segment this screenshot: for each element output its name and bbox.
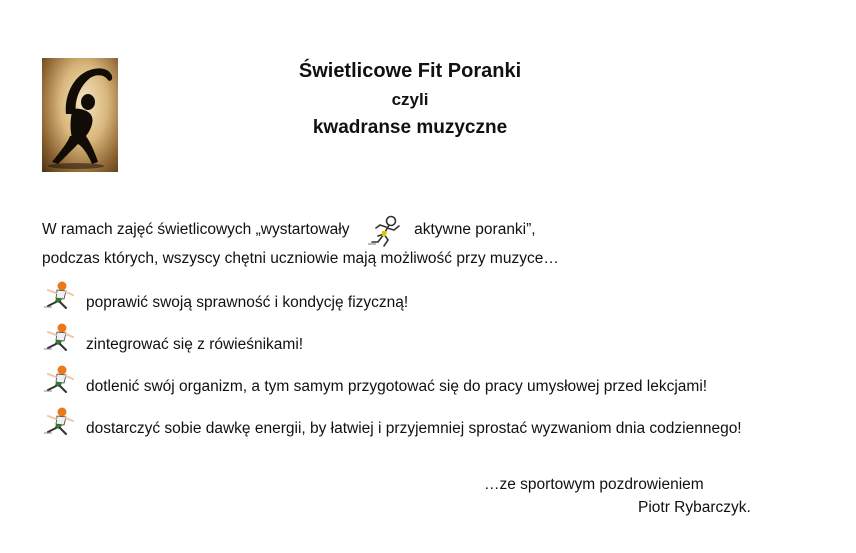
list-item <box>42 410 852 452</box>
page-subtitle: kwadranse muzyczne <box>312 117 508 138</box>
intro-text-start: W ramach zajęć świetlicowych „wystartowały <box>42 221 350 238</box>
runner-icon <box>364 214 406 248</box>
intro-text-end: aktywne poranki”, <box>414 221 536 238</box>
page-heading <box>230 58 590 142</box>
woman-stretching-silhouette-icon <box>42 58 118 172</box>
list-item-text: zintegrować się z rówieśnikami! <box>86 336 304 353</box>
running-child-icon <box>42 364 76 394</box>
intro-line-1 <box>42 214 842 248</box>
list-item <box>42 326 852 368</box>
intro-paragraph <box>42 214 842 270</box>
closing-greeting: …ze sportowym pozdrowieniem <box>484 476 704 493</box>
list-item-text: dostarczyć sobie dawkę energii, by łatwiej i przyjemniej sprostać wyzwaniom dnia codziennego! <box>86 420 742 437</box>
list-item <box>42 284 852 326</box>
list-item-text: dotlenić swój organizm, a tym samym przygotować się do pracy umysłowej przed lekcjami! <box>86 378 708 395</box>
list-item <box>42 368 852 410</box>
author-signature: Piotr Rybarczyk. <box>638 499 751 516</box>
stretching-woman-photo <box>42 58 118 172</box>
list-item-text: poprawić swoją sprawność i kondycję fizyczną! <box>86 294 409 311</box>
benefits-list <box>42 284 852 452</box>
running-child-icon <box>42 406 76 436</box>
running-child-icon <box>42 322 76 352</box>
page-title: Świetlicowe Fit Poranki <box>298 60 522 82</box>
running-child-icon <box>42 280 76 310</box>
intro-line-2: podczas których, wszyscy chętni uczniowie mają możliwość przy muzyce… <box>42 250 559 267</box>
title-connector: czyli <box>391 90 429 109</box>
